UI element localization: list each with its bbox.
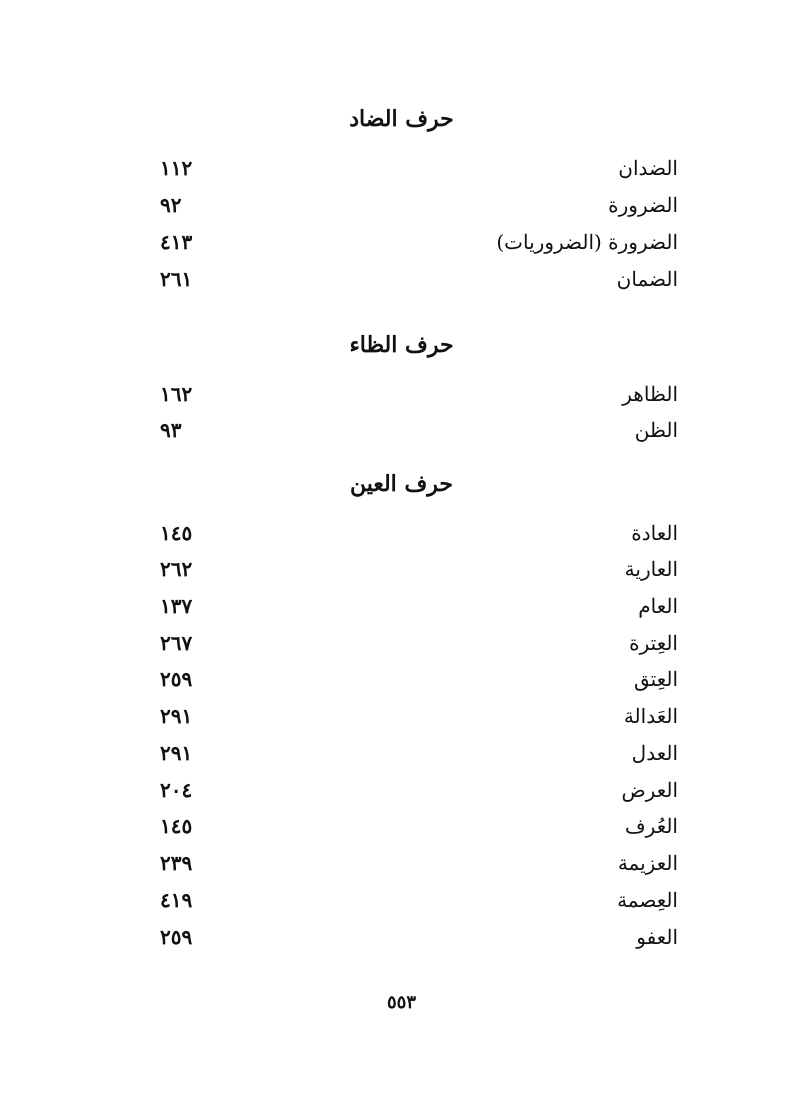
entry-term: العِتق xyxy=(633,667,678,691)
entry-page-number: ٢٦٢ xyxy=(160,557,193,581)
index-entry xyxy=(160,553,678,585)
entry-page-number: ١١٢ xyxy=(160,156,193,180)
entry-term: الضدان xyxy=(618,156,678,180)
section-heading-ain: حرف العين xyxy=(349,471,454,497)
entry-term: العِصمة xyxy=(617,888,678,912)
index-entry xyxy=(160,517,678,549)
index-entry xyxy=(160,627,678,659)
entry-term: العام xyxy=(638,594,678,618)
entry-page-number: ١٣٧ xyxy=(160,594,193,618)
entry-term: العدل xyxy=(631,741,678,765)
section-heading-zah: حرف الظاء xyxy=(349,332,454,358)
index-entry xyxy=(160,263,678,295)
index-entry xyxy=(160,663,678,695)
entry-page-number: ١٤٥ xyxy=(160,521,193,545)
entry-page-number: ٢٥٩ xyxy=(160,667,193,691)
entry-page-number: ٢٥٩ xyxy=(160,925,193,949)
entry-term: العزيمة xyxy=(617,851,678,875)
entry-page-number: ٩٣ xyxy=(160,418,182,442)
index-entry xyxy=(160,810,678,842)
entry-page-number: ٩٢ xyxy=(160,193,182,217)
entry-page-number: ٢٠٤ xyxy=(160,778,193,802)
entry-page-number: ١٦٢ xyxy=(160,382,193,406)
entry-term: الضرورة (الضروريات) xyxy=(496,230,678,254)
entry-term: العرض xyxy=(621,778,678,802)
index-entry xyxy=(160,152,678,184)
entry-page-number: ٤١٩ xyxy=(160,888,193,912)
entry-term: الضرورة xyxy=(608,193,678,217)
section-heading-dad: حرف الضاد xyxy=(349,106,454,132)
index-entry xyxy=(160,189,678,221)
entry-page-number: ٤١٣ xyxy=(160,230,193,254)
index-entry xyxy=(160,590,678,622)
page-number: ٥٥٣ xyxy=(386,992,416,1013)
entry-term: الضمان xyxy=(616,267,678,291)
entry-term: العادة xyxy=(631,521,678,545)
index-entry xyxy=(160,414,678,446)
entry-page-number: ١٤٥ xyxy=(160,814,193,838)
entry-term: العَدالة xyxy=(623,704,678,728)
entry-term: العِترة xyxy=(629,631,678,655)
entry-page-number: ٢٣٩ xyxy=(160,851,193,875)
entry-term: الظاهر xyxy=(622,382,678,406)
entry-term: العفو xyxy=(636,925,678,949)
entry-page-number: ٢٩١ xyxy=(160,741,193,765)
index-entry xyxy=(160,884,678,916)
entry-page-number: ٢٦٧ xyxy=(160,631,193,655)
entry-page-number: ٢٩١ xyxy=(160,704,193,728)
index-entry xyxy=(160,226,678,258)
index-entry xyxy=(160,737,678,769)
index-entry xyxy=(160,700,678,732)
index-entry xyxy=(160,921,678,953)
entry-term: الظن xyxy=(634,418,678,442)
index-entry xyxy=(160,774,678,806)
entry-term: العُرف xyxy=(624,814,678,838)
entry-term: العارية xyxy=(624,557,678,581)
index-entry xyxy=(160,847,678,879)
entry-page-number: ٢٦١ xyxy=(160,267,193,291)
index-entry xyxy=(160,378,678,410)
